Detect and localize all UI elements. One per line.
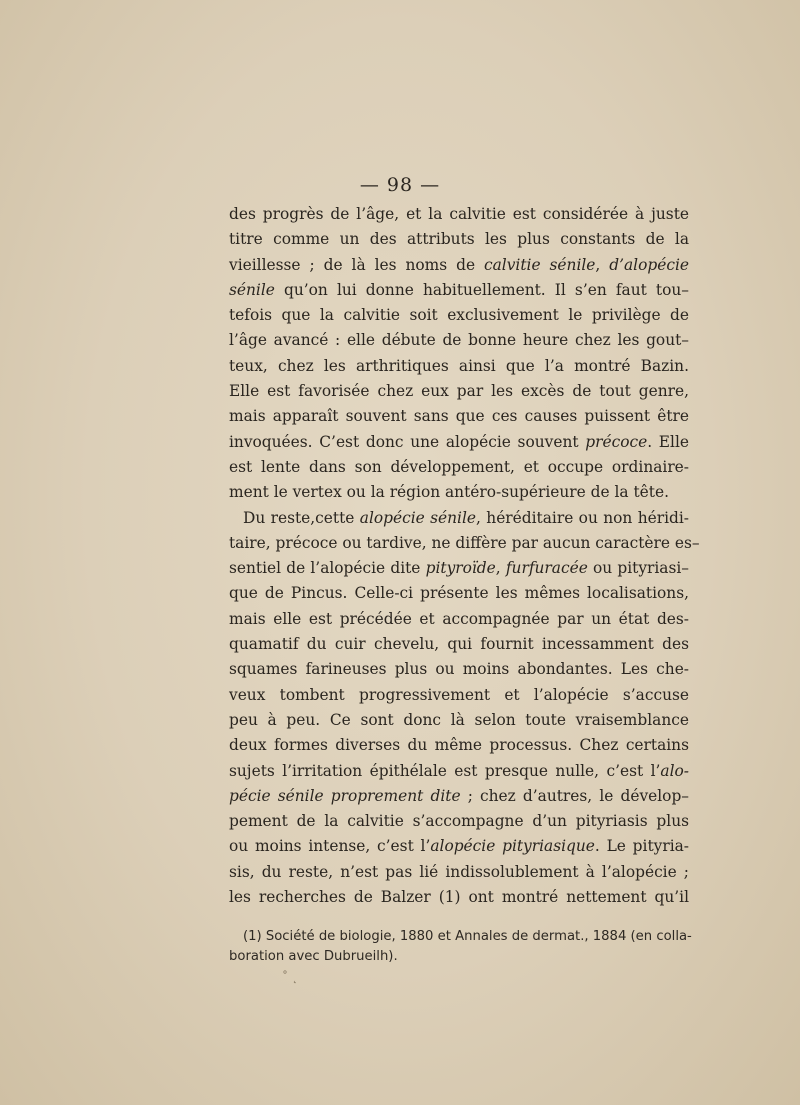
text-line: boration avec Dubrueilh).: [229, 949, 398, 964]
italic-term: alo-: [660, 761, 689, 780]
text-line: des progrès de l’âge, et la calvitie est considérée à juste: [229, 205, 689, 223]
text-line: mais elle est précédée et accompagnée par un état des-: [229, 609, 689, 628]
text-segment: ,: [595, 255, 610, 274]
italic-term: pityroïde: [425, 559, 496, 578]
text-segment: ; chez d’autres, le dévelop–: [460, 786, 689, 805]
text-line: mais apparaît souvent sans que ces causes puissent être: [229, 407, 689, 426]
footnote: [229, 927, 692, 967]
italic-term: alopécie sénile: [359, 508, 477, 527]
ink-mark: ˚ ˛: [282, 970, 298, 984]
text-line: [229, 506, 689, 531]
italic-term: précoce: [585, 432, 648, 451]
text-segment: Du reste,cette: [243, 508, 360, 527]
text-line: [229, 834, 689, 859]
italic-term: d’alopécie: [609, 255, 689, 274]
italic-term: sénile: [229, 280, 275, 299]
text-line: [229, 759, 689, 784]
text-line: [229, 784, 689, 809]
text-line: que de Pincus. Celle-ci présente les mêmes localisations,: [229, 584, 689, 603]
text-segment: sentiel de l’alopécie dite: [229, 559, 426, 578]
text-segment: . Elle: [647, 432, 689, 451]
text-segment: ,: [495, 559, 506, 578]
paragraph-1: [229, 202, 689, 506]
text-segment: , héréditaire ou non héridi-: [476, 508, 689, 527]
text-line: sis, du reste, n’est pas lié indissolublement à l’alopécie ;: [229, 862, 689, 881]
text-line: l’âge avancé : elle débute de bonne heure chez les gout–: [229, 331, 689, 350]
text-segment: qu’on lui donne habituellement. Il s’en faut tou–: [274, 280, 689, 299]
italic-term: calvitie sénile: [484, 255, 596, 274]
text-segment: vieillesse ; de là les noms de: [229, 255, 485, 274]
body-text: [229, 202, 700, 910]
text-line: est lente dans son développement, et occupe ordinaire-: [229, 457, 689, 476]
italic-term: furfuracée: [505, 559, 588, 578]
text-line: les recherches de Balzer (1) ont montré nettement qu’il: [229, 888, 689, 907]
text-segment: ou pityriasi–: [587, 559, 689, 578]
italic-term: pécie sénile proprement dite: [229, 786, 461, 805]
text-line: teux, chez les arthritiques ainsi que l’a montré Bazin.: [229, 356, 689, 375]
text-line: [229, 253, 689, 278]
text-line: taire, précoce ou tardive, ne diffère par aucun caractère es–: [229, 533, 700, 552]
text-line: ment le vertex ou la région antéro-supérieure de la tête.: [229, 483, 669, 502]
text-line: tefois que la calvitie soit exclusivement le privilège de: [229, 306, 689, 325]
text-line: [229, 278, 689, 303]
text-line: titre comme un des attributs les plus constants de la: [229, 230, 689, 249]
text-line: pement de la calvitie s’accompagne d’un pityriasis plus: [229, 812, 689, 831]
text-segment: invoquées. C’est donc une alopécie souvent: [229, 432, 586, 451]
text-line: [229, 430, 689, 455]
text-line: [229, 556, 689, 581]
text-line: veux tombent progressivement et l’alopécie s’accuse: [229, 685, 689, 704]
text-line: deux formes diverses du même processus. Chez certains: [229, 736, 689, 755]
text-segment: ou moins intense, c’est l’: [229, 837, 431, 856]
text-line: (1) Société de biologie, 1880 et Annales de dermat., 1884 (en colla-: [243, 929, 692, 944]
paragraph-2: [229, 506, 700, 911]
text-segment: . Le pityria-: [594, 837, 689, 856]
italic-term: alopécie pityriasique: [430, 837, 595, 856]
text-segment: sujets l’irritation épithélale est presque nulle, c’est l’: [229, 761, 661, 780]
text-line: squames farineuses plus ou moins abondantes. Les che-: [229, 660, 689, 679]
text-line: peu à peu. Ce sont donc là selon toute vraisemblance: [229, 710, 689, 729]
page-number: — 98 —: [359, 174, 441, 196]
text-line: quamatif du cuir chevelu, qui fournit incessamment des: [229, 635, 689, 654]
text-line: Elle est favorisée chez eux par les excès de tout genre,: [229, 382, 689, 401]
